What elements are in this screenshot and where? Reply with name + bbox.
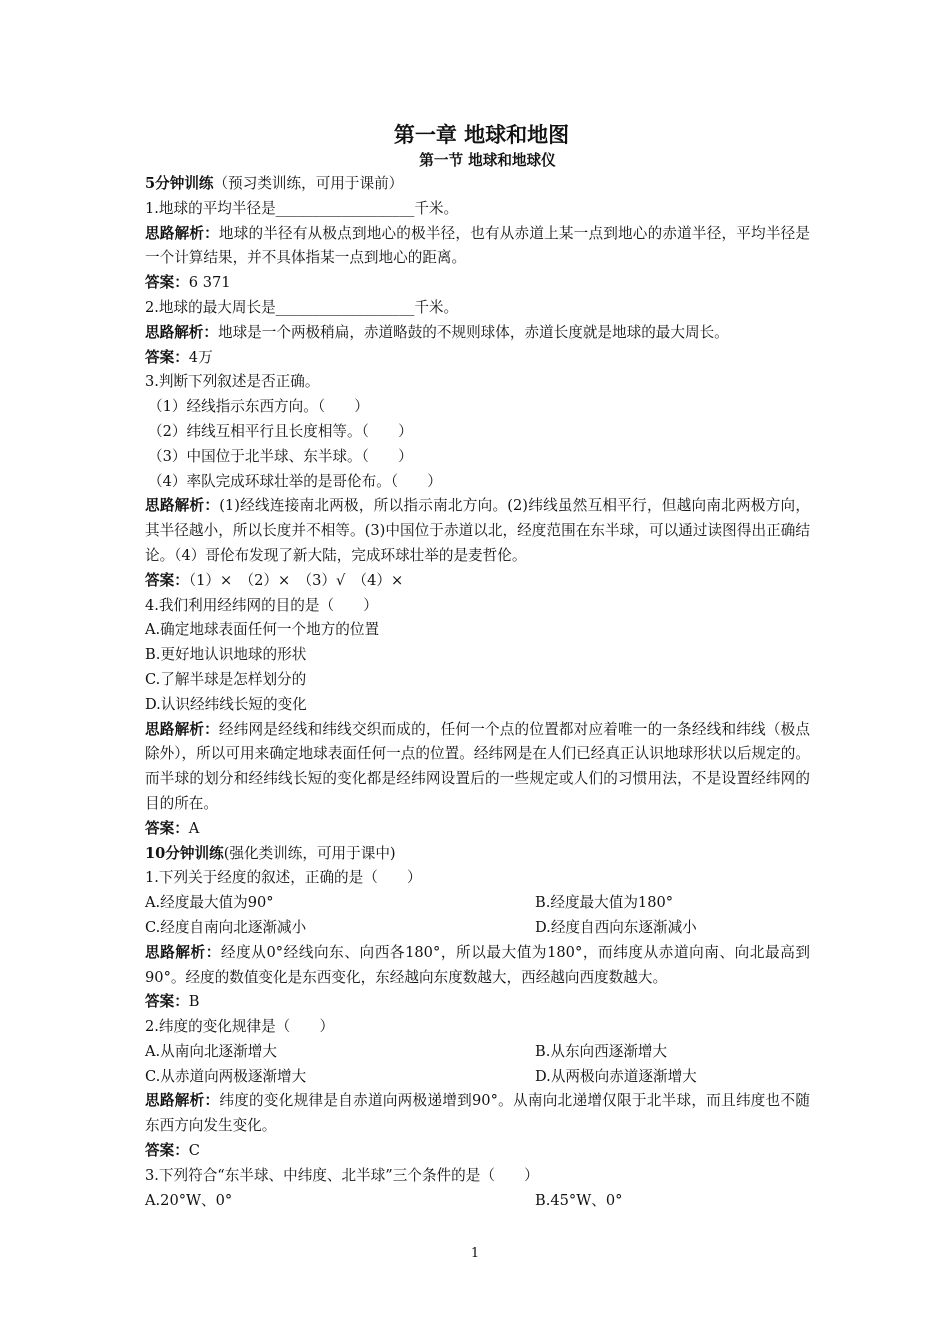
section-heading-note: （预习类训练，可用于课前）	[213, 175, 404, 192]
option-row	[145, 1065, 810, 1090]
answer-label: 答案：	[145, 348, 189, 366]
option: C.了解半球是怎样划分的	[145, 670, 307, 688]
question-text: 4.我们利用经纬网的目的是（ ）	[145, 596, 378, 614]
judgement-item: （1）经线指示东西方向。（ ）	[148, 398, 369, 416]
option: A.从南向北逐渐增大	[145, 1042, 277, 1060]
option: C.从赤道向两极逐渐增大	[145, 1067, 307, 1085]
document-content	[145, 120, 810, 1213]
analysis	[145, 718, 810, 817]
answer-label: 答案：	[145, 274, 189, 292]
analysis-label: 思路解析：	[145, 1092, 220, 1110]
option-row	[145, 891, 810, 916]
section-heading-label: 5分钟训练	[145, 175, 214, 192]
answer-text: 4万	[188, 348, 213, 366]
analysis-text: 地球是一个两极稍扁，赤道略鼓的不规则球体，赤道长度就是地球的最大周长。	[217, 323, 729, 341]
option-row	[145, 916, 810, 941]
option: A.经度最大值为90°	[145, 894, 274, 912]
answer	[145, 569, 810, 594]
option: A.确定地球表面任何一个地方的位置	[145, 621, 380, 639]
page-number: 1	[470, 1246, 480, 1261]
answer-label: 答案：	[145, 1142, 189, 1160]
analysis-label: 思路解析：	[145, 323, 218, 341]
option: B.更好地认识地球的形状	[145, 646, 307, 664]
question-text: 3.判断下列叙述是否正确。	[145, 373, 320, 391]
chapter-title: 第一章 地球和地图	[393, 122, 570, 147]
question-text: 1.地球的平均半径是___________________千米。	[145, 199, 459, 217]
analysis-label: 思路解析：	[145, 943, 221, 961]
answer-text: C	[188, 1142, 200, 1160]
question-text: 1.下列关于经度的叙述，正确的是（ ）	[145, 869, 422, 887]
option: B.45°W、0°	[535, 1191, 623, 1209]
answer	[145, 817, 810, 842]
analysis-text: (1)经线连接南北两极，所以指示南北方向。(2)纬线虽然互相平行，但越向南北两极方向，其半径越小，所以长度并不相等。(3)中国位于赤道以北，经度范围在东半球，可以通过读图得出正确结论。（4）哥伦布发现了新大陆，完成环球壮举的是麦哲伦。	[145, 497, 810, 564]
answer-label: 答案：	[145, 571, 189, 589]
answer-text: 6 371	[188, 274, 231, 292]
analysis-text: 经度从0°经线向东、向西各180°，所以最大值为180°，而纬度从赤道向南、向北最高到90°。经度的数值变化是东西变化，东经越向东度数越大，西经越向西度数越大。	[145, 943, 810, 986]
analysis-label: 思路解析：	[145, 497, 220, 515]
section-heading-label: 10分钟训练	[145, 844, 224, 862]
option: B.经度最大值为180°	[535, 894, 674, 912]
option: D.认识经纬线长短的变化	[145, 695, 307, 713]
answer	[145, 990, 810, 1015]
answer-label: 答案：	[145, 819, 189, 837]
question-text: 2.地球的最大周长是___________________千米。	[145, 298, 459, 316]
option: C.经度自南向北逐渐减小	[145, 918, 307, 936]
analysis-label: 思路解析：	[145, 224, 219, 242]
judgement-item: （4）率队完成环球壮举的是哥伦布。（ ）	[148, 472, 442, 490]
answer-text: B	[188, 993, 200, 1011]
option-row	[145, 1189, 810, 1214]
answer-text: A	[188, 819, 200, 837]
section-title: 第一节 地球和地球仪	[419, 152, 556, 169]
analysis	[145, 941, 810, 991]
answer-label: 答案：	[145, 993, 189, 1011]
answer	[145, 271, 810, 296]
analysis	[145, 1089, 810, 1139]
analysis	[145, 321, 810, 346]
question-text: 3.下列符合“东半球、中纬度、北半球”三个条件的是（ ）	[145, 1166, 539, 1184]
option: B.从东向西逐渐增大	[535, 1042, 668, 1060]
analysis-text: 纬度的变化规律是自赤道向两极递增到90°。从南向北递增仅限于北半球，而且纬度也不随东西方向发生变化。	[145, 1092, 810, 1135]
option: D.从两极向赤道逐渐增大	[535, 1067, 697, 1085]
analysis-text: 经纬网是经线和纬线交织而成的，任何一个点的位置都对应着唯一的一条经线和纬线（极点除外），所以可用来确定地球表面任何一点的位置。经纬网是在人们已经真正认识地球形状以后规定的。而半球的划分和经纬线长短的变化都是经纬网设置后的一些规定或人们的习惯用法，不是设置经纬网的目的所在。	[145, 720, 810, 812]
answer	[145, 346, 810, 371]
judgement-item: （3）中国位于北半球、东半球。（ ）	[148, 447, 413, 465]
answer-text: （1）× （2）× （3）√ （4）×	[188, 571, 404, 589]
analysis	[145, 222, 810, 272]
section-heading	[145, 172, 810, 197]
analysis	[145, 494, 810, 568]
option: A.20°W、0°	[145, 1191, 233, 1209]
section-heading-note: (强化类训练，可用于课中)	[223, 844, 396, 862]
analysis-label: 思路解析：	[145, 720, 219, 738]
section-heading	[145, 842, 810, 867]
option-row	[145, 1040, 810, 1065]
answer	[145, 1139, 810, 1164]
analysis-text: 地球的半径有从极点到地心的极半径，也有从赤道上某一点到地心的赤道半径，平均半径是一个计算结果，并不具体指某一点到地心的距离。	[145, 224, 810, 267]
judgement-item: （2）纬线互相平行且长度相等。（ ）	[148, 422, 413, 440]
question-text: 2.纬度的变化规律是（ ）	[145, 1018, 335, 1036]
option: D.经度自西向东逐渐减小	[535, 918, 697, 936]
